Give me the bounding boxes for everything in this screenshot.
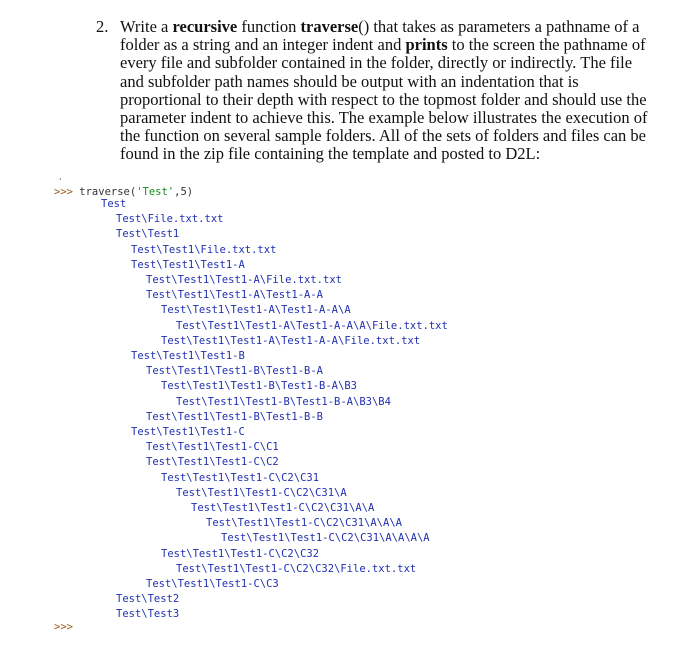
output-line: Test	[101, 198, 127, 210]
output-line: Test\Test1\File.txt.txt	[131, 243, 277, 256]
output-line: Test\Test1\Test1-A\Test1-A-A\A\File.txt.txt	[176, 319, 448, 332]
output-line: Test\Test1\Test1-C\C2\C31\A\A\A\A	[221, 532, 430, 545]
output-line: Test\File.txt.txt	[116, 213, 224, 226]
output-line: Test\Test1\Test1-B	[131, 350, 245, 362]
output-line: Test\Test1\Test1-A\Test1-A-A\File.txt.txt	[161, 334, 421, 347]
output-line: Test\Test1\Test1-A\File.txt.txt	[146, 274, 342, 286]
shell-prompt: >>>	[54, 186, 73, 198]
output-line: Test\Test1\Test1-C\C3	[146, 578, 279, 590]
keyword-traverse: traverse	[300, 17, 359, 36]
output-line: Test\Test1\Test1-A\Test1-A-A\A	[161, 304, 351, 317]
question-body	[120, 18, 656, 164]
output-line: Test\Test1\Test1-B\Test1-B-A\B3\B4	[176, 395, 391, 408]
output-line: Test\Test1\Test1-C\C2\C31	[161, 471, 320, 484]
output-line: Test\Test1\Test1-C\C2\C32\File.txt.txt	[176, 562, 417, 575]
output-line: Test\Test2	[116, 593, 180, 606]
command-prefix: traverse(	[72, 186, 137, 198]
question-text-4: to the screen the pathname of every file and subfolder contained in the folder, directly or indirectly. The file and subfolder path names should be output with an indentation that is proportional to their depth with respect to the topmost folder and should use the parameter indent to achieve this. The example below illustrates the execution of the function on several sample folders. All of the sets of folders and files can be found in the zip file containing the template and posted to D2L:	[120, 35, 648, 164]
command-suffix: ,5)	[174, 186, 194, 198]
output-line: Test\Test1\Test1-B\Test1-B-A	[146, 365, 324, 378]
output-line: Test\Test3	[116, 608, 180, 621]
shell-command-line	[54, 186, 193, 198]
output-line: Test\Test1\Test1-A\Test1-A-A	[146, 289, 324, 302]
output-line: Test\Test1	[116, 228, 180, 241]
command-argument: 'Test'	[136, 186, 175, 198]
output-line: Test\Test1\Test1-C\C1	[146, 441, 279, 454]
output-line: Test\Test1\Test1-C	[131, 426, 245, 438]
output-line: Test\Test1\Test1-C\C2\C32	[161, 547, 320, 560]
question-text-1: Write a	[120, 17, 173, 36]
final-shell-prompt: >>>	[54, 621, 73, 633]
output-line: Test\Test1\Test1-C\C2\C31\A\A	[191, 502, 375, 514]
shell-marker: ʼ	[59, 177, 62, 186]
output-line: Test\Test1\Test1-A	[131, 258, 245, 271]
output-line: Test\Test1\Test1-C\C2\C31\A	[176, 486, 347, 499]
output-line: Test\Test1\Test1-C\C2\C31\A\A\A	[206, 517, 402, 530]
question-text	[96, 18, 656, 164]
output-line: Test\Test1\Test1-B\Test1-B-B	[146, 410, 324, 423]
output-line: Test\Test1\Test1-C\C2	[146, 456, 279, 469]
keyword-prints: prints	[405, 35, 448, 55]
question-number: 2.	[96, 17, 109, 36]
output-line: Test\Test1\Test1-B\Test1-B-A\B3	[161, 380, 357, 393]
keyword-recursive: recursive	[172, 17, 238, 36]
question-text-3: () that takes as parameters a pathname of a folder as a string and an integer indent and	[120, 17, 640, 55]
question-text-2: function	[237, 17, 301, 36]
